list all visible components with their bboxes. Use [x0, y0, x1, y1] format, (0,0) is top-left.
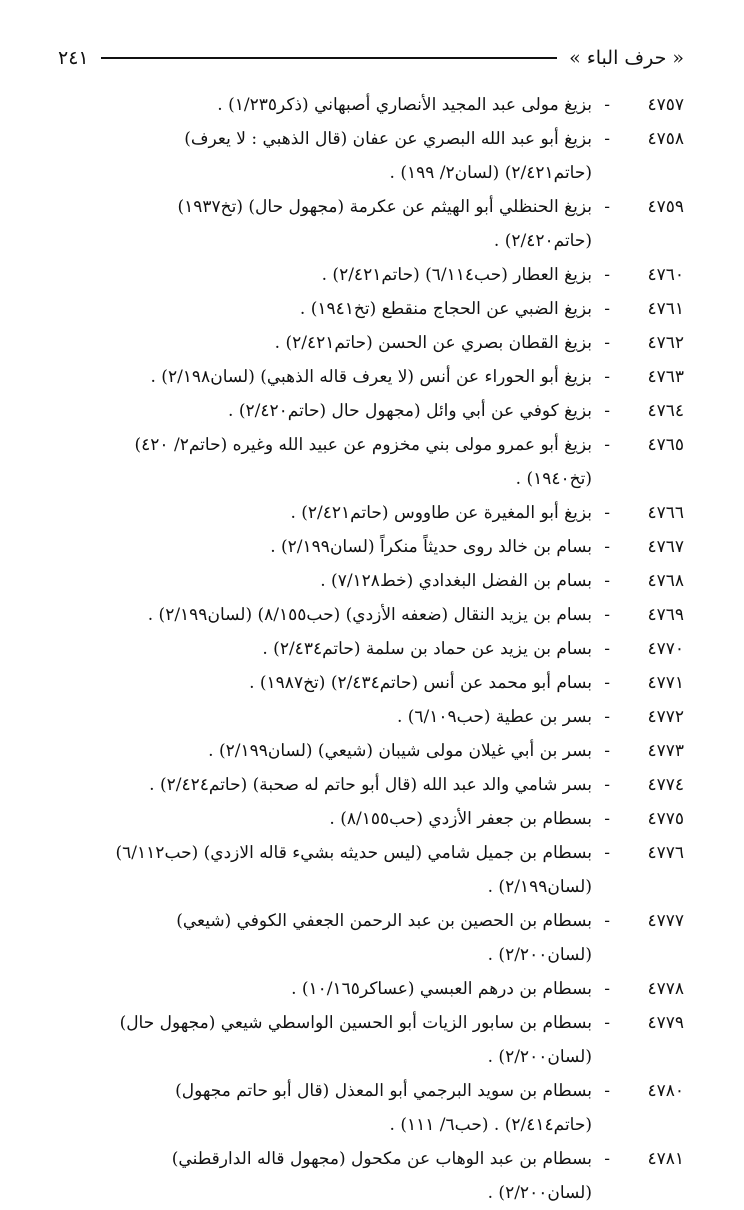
entry [96, 904, 684, 972]
entry-dash: - [604, 299, 610, 319]
entry-text: بزيغ أبو عمرو مولى بني مخزوم عن عبيد الله وغيره (حاتم٢/ ٤٢٠) (تخ١٩٤٠) . [134, 435, 592, 489]
header-rule [101, 57, 558, 59]
entry-text: بسطام بن درهم العبسي (عساكر١٠/١٦٥) . [291, 979, 592, 999]
entry-number: ٤٧٥٧ [647, 95, 684, 115]
entry-number: ٤٧٥٨ [647, 129, 684, 149]
entry-text: بسطام بن جميل شامي (ليس حديثه بشيء قاله الازدي) (حب٦/١١٢) (لسان٢/١٩٩) . [115, 843, 592, 897]
entry-text: بزيغ مولى عبد المجيد الأنصاري أصبهاني (ذكر١/٢٣٥) . [217, 95, 592, 115]
entry-dash: - [604, 503, 610, 523]
entry-list [96, 88, 684, 1210]
entry-text: بزيغ العطار (حب٦/١١٤) (حاتم٢/٤٢١) . [321, 265, 592, 285]
entry-text: بسام بن يزيد النقال (ضعفه الأزدي) (حب٨/١٥٥) (لسان٢/١٩٩) . [147, 605, 592, 625]
entry-number: ٤٧٧٢ [647, 707, 684, 727]
entry [96, 564, 684, 598]
entry [96, 496, 684, 530]
entry [96, 88, 684, 122]
entry [96, 292, 684, 326]
entry-dash: - [604, 1081, 610, 1101]
entry-dash: - [604, 401, 610, 421]
entry [96, 326, 684, 360]
entry [96, 836, 684, 904]
entry-dash: - [604, 1013, 610, 1033]
entry-number: ٤٧٧٨ [647, 979, 684, 999]
entry-number: ٤٧٦٠ [647, 265, 684, 285]
chapter-title: « حرف الباء » [569, 47, 684, 69]
entry [96, 1074, 684, 1142]
entry-number: ٤٧٧٤ [647, 775, 684, 795]
entry-text: بسر شامي والد عبد الله (قال أبو حاتم له صحبة) (حاتم٢/٤٢٤) . [149, 775, 592, 795]
entry-number: ٤٧٨١ [647, 1149, 684, 1169]
entry-dash: - [604, 707, 610, 727]
entry-dash: - [604, 911, 610, 931]
entry [96, 360, 684, 394]
entry [96, 802, 684, 836]
entry-dash: - [604, 537, 610, 557]
entry [96, 122, 684, 190]
entry [96, 666, 684, 700]
entry-dash: - [604, 367, 610, 387]
entry [96, 190, 684, 258]
entry-text: بسطام بن جعفر الأزدي (حب٨/١٥٥) . [329, 809, 592, 829]
entry-number: ٤٧٦٤ [647, 401, 684, 421]
entry-number: ٤٧٧٠ [647, 639, 684, 659]
entry-number: ٤٧٦٥ [647, 435, 684, 455]
entry-dash: - [604, 979, 610, 999]
entry [96, 972, 684, 1006]
entry-dash: - [604, 639, 610, 659]
entry-text: بزيغ القطان بصري عن الحسن (حاتم٢/٤٢١) . [274, 333, 592, 353]
entry-number: ٤٧٨٠ [647, 1081, 684, 1101]
entry-dash: - [604, 265, 610, 285]
entry-text: بزيغ أبو الحوراء عن أنس (لا يعرف قاله الذهبي) (لسان٢/١٩٨) . [150, 367, 592, 387]
page-number: ٢٤١ [58, 47, 89, 69]
entry-text: بزيغ الضبي عن الحجاج منقطع (تخ١٩٤١) . [299, 299, 592, 319]
entry-text: بسطام بن الحصين بن عبد الرحمن الجعفي الكوفي (شيعي) (لسان٢/٢٠٠) . [176, 911, 592, 965]
entry-dash: - [604, 673, 610, 693]
entry [96, 428, 684, 496]
entry [96, 734, 684, 768]
entry-number: ٤٧٧٦ [647, 843, 684, 863]
entry-text: بزيغ أبو المغيرة عن طاووس (حاتم٢/٤٢١) . [290, 503, 592, 523]
entry-number: ٤٧٦١ [647, 299, 684, 319]
entry [96, 394, 684, 428]
entry-dash: - [604, 333, 610, 353]
entry-number: ٤٧٧٧ [647, 911, 684, 931]
entry-number: ٤٧٧١ [647, 673, 684, 693]
entry-dash: - [604, 435, 610, 455]
entry-dash: - [604, 775, 610, 795]
entry [96, 598, 684, 632]
entry-number: ٤٧٦٩ [647, 605, 684, 625]
entry-text: بسطام بن سويد البرجمي أبو المعذل (قال أبو حاتم مجهول) (حاتم٢/٤١٤) . (حب٦/ ١١١) . [175, 1081, 592, 1135]
entry-number: ٤٧٧٩ [647, 1013, 684, 1033]
entry-dash: - [604, 1149, 610, 1169]
entry-number: ٤٧٦٣ [647, 367, 684, 387]
entry-number: ٤٧٧٣ [647, 741, 684, 761]
entry [96, 700, 684, 734]
entry [96, 768, 684, 802]
entry [96, 1006, 684, 1074]
entry-number: ٤٧٦٦ [647, 503, 684, 523]
entry-dash: - [604, 605, 610, 625]
entry-text: بزيغ كوفي عن أبي وائل (مجهول حال (حاتم٢/٤٢٠) . [228, 401, 592, 421]
entry-number: ٤٧٦٢ [647, 333, 684, 353]
entry [96, 632, 684, 666]
entry-dash: - [604, 809, 610, 829]
entry-text: بسر بن أبي غيلان مولى شيبان (شيعي) (لسان٢/١٩٩) . [208, 741, 592, 761]
entry-number: ٤٧٥٩ [647, 197, 684, 217]
entry-number: ٤٧٦٧ [647, 537, 684, 557]
entry [96, 1142, 684, 1210]
entry-text: بسام بن الفضل البغدادي (خط٧/١٢٨) . [320, 571, 592, 591]
entry [96, 530, 684, 564]
entry-dash: - [604, 95, 610, 115]
entry [96, 258, 684, 292]
entry-dash: - [604, 741, 610, 761]
entry-dash: - [604, 843, 610, 863]
entry-text: بسام بن خالد روى حديثاً منكراً (لسان٢/١٩٩) . [270, 537, 592, 557]
entry-dash: - [604, 129, 610, 149]
entry-dash: - [604, 571, 610, 591]
entry-dash: - [604, 197, 610, 217]
page-header [58, 40, 684, 76]
entry-text: بسام أبو محمد عن أنس (حاتم٢/٤٣٤) (تخ١٩٨٧) . [249, 673, 592, 693]
entry-number: ٤٧٧٥ [647, 809, 684, 829]
entry-text: بزيغ الحنظلي أبو الهيثم عن عكرمة (مجهول حال) (تخ١٩٣٧) (حاتم٢/٤٢٠) . [177, 197, 592, 251]
entry-number: ٤٧٦٨ [647, 571, 684, 591]
entry-text: بزيغ أبو عبد الله البصري عن عفان (قال الذهبي : لا يعرف) (حاتم٢/٤٢١) (لسان٢/ ١٩٩) . [184, 129, 592, 183]
entry-text: بسطام بن عبد الوهاب عن مكحول (مجهول قاله الدارقطني) (لسان٢/٢٠٠) . [171, 1149, 592, 1203]
entry-text: بسر بن عطية (حب٦/١٠٩) . [396, 707, 592, 727]
entry-text: بسام بن يزيد عن حماد بن سلمة (حاتم٢/٤٣٤) . [262, 639, 592, 659]
entry-text: بسطام بن سابور الزيات أبو الحسين الواسطي شيعي (مجهول حال) (لسان٢/٢٠٠) . [119, 1013, 592, 1067]
